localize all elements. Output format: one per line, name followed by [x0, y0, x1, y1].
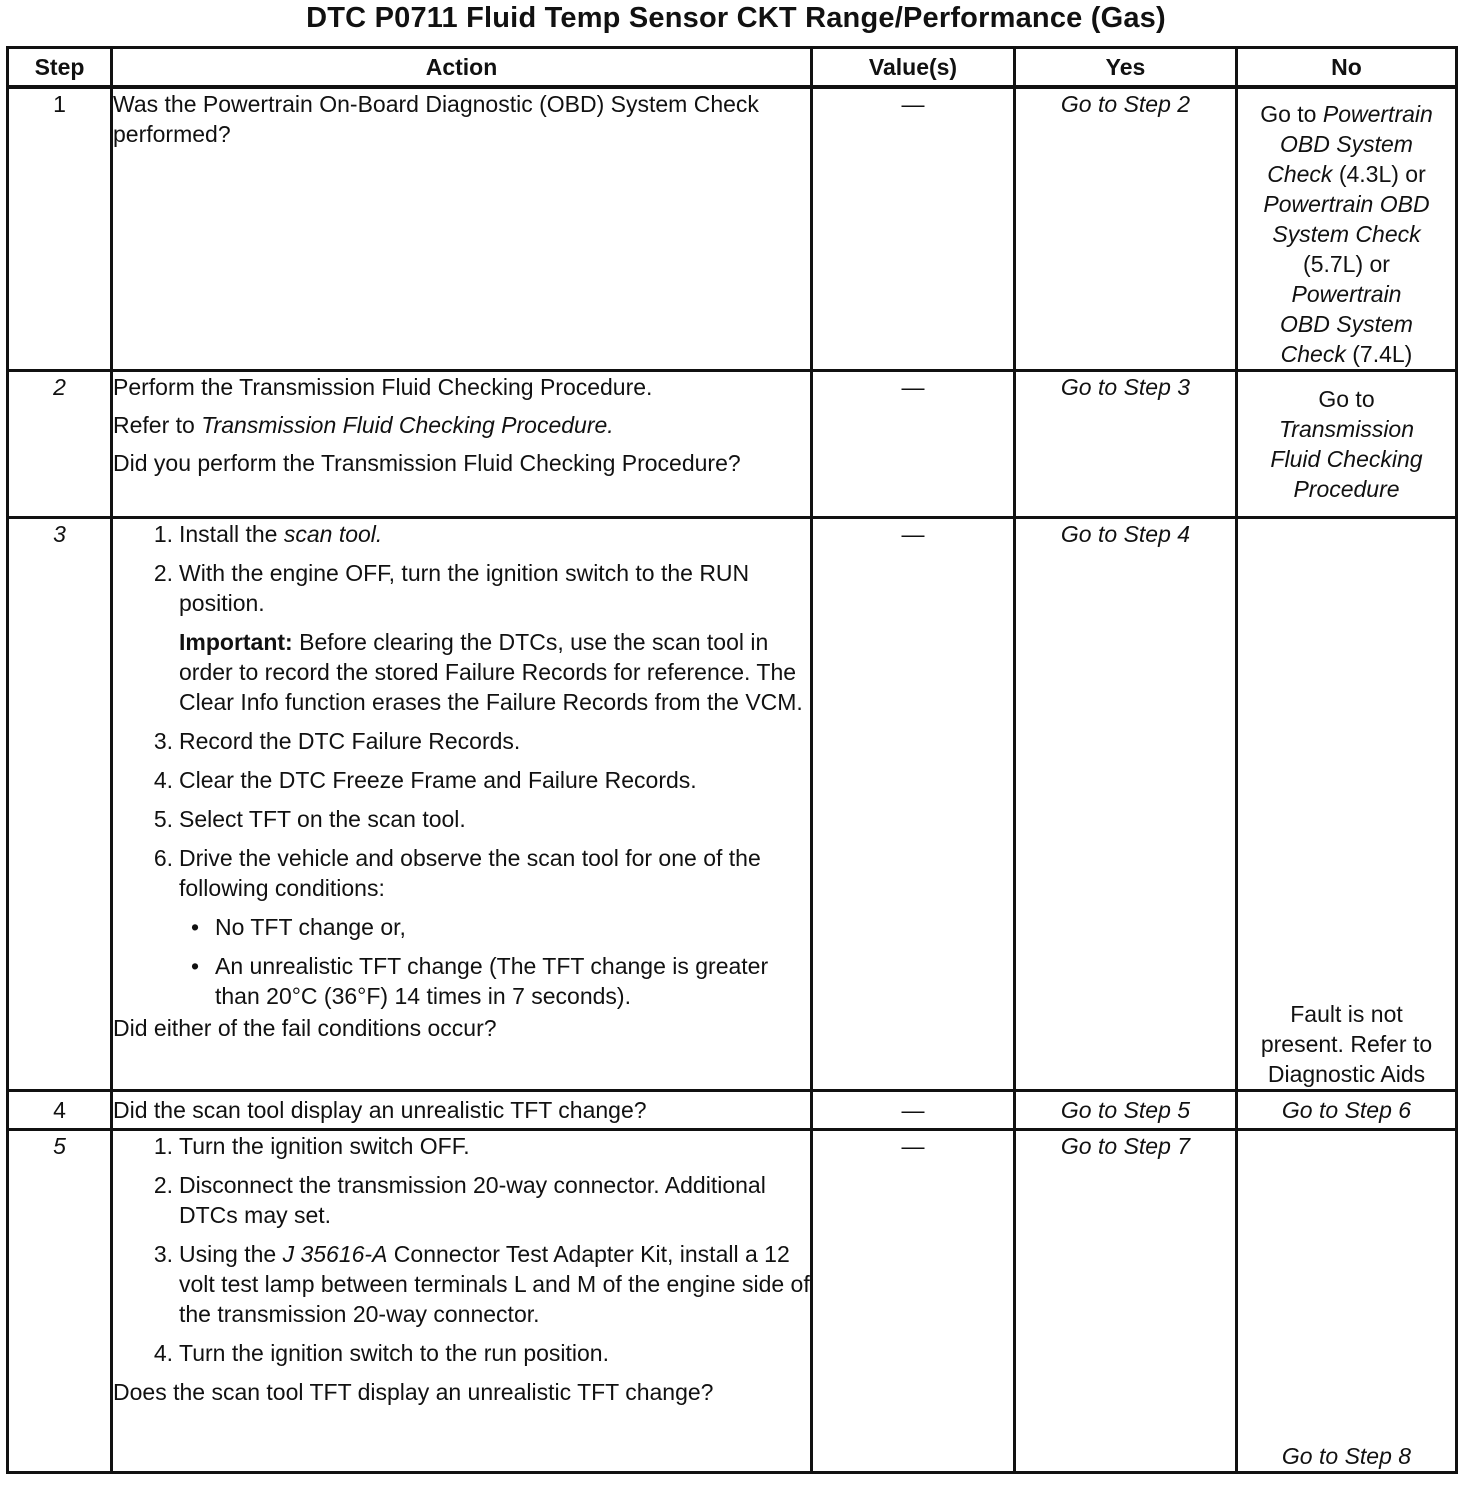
header-row	[8, 48, 1457, 88]
action-steps	[113, 726, 810, 903]
no-text: Transmission	[1278, 416, 1415, 442]
no-text: present. Refer to	[1260, 1031, 1433, 1057]
action-question: Does the scan tool TFT display an unrealistic TFT change?	[113, 1379, 714, 1405]
step-number: 2	[8, 371, 112, 518]
action-text: Perform the Transmission Fluid Checking Procedure.	[113, 374, 653, 400]
values-cell: —	[812, 87, 1015, 371]
no-cell: Go to Step 6	[1237, 1091, 1457, 1130]
action-steps	[113, 519, 810, 618]
action-question: Did either of the fail conditions occur?	[113, 1015, 497, 1041]
yes-cell: Go to Step 4	[1015, 518, 1237, 1091]
action-text: Refer to	[113, 412, 202, 438]
yes-cell: Go to Step 3	[1015, 371, 1237, 518]
list-item: 5. Select TFT on the scan tool.	[153, 806, 466, 832]
important-note: Important: Before clearing the DTCs, use the scan tool in order to record the stored Failure Records for reference. The Clear Info function erases the Failure Records from the VCM.	[179, 629, 803, 715]
list-item: • An unrealistic TFT change (The TFT change is greater than 20°C (36°F) 14 times in 7 seconds).	[191, 953, 769, 1009]
list-item: 1. Turn the ignition switch OFF.	[153, 1133, 470, 1159]
yes-cell: Go to Step 2	[1015, 87, 1237, 371]
no-text: OBD System	[1280, 311, 1413, 337]
values-cell: —	[812, 371, 1015, 518]
header-values: Value(s)	[812, 48, 1015, 88]
no-text: Powertrain OBD	[1263, 191, 1430, 217]
step-number: 1	[8, 87, 112, 371]
no-text: Procedure	[1293, 476, 1400, 502]
no-text: (5.7L) or	[1303, 251, 1390, 277]
action-question: Did you perform the Transmission Fluid Checking Procedure?	[113, 450, 741, 476]
step-number: 3	[8, 518, 112, 1091]
table-row	[8, 1091, 1457, 1130]
header-yes: Yes	[1015, 48, 1237, 88]
step-number: 5	[8, 1130, 112, 1473]
page-title: DTC P0711 Fluid Temp Sensor CKT Range/Performance (Gas)	[306, 2, 1166, 34]
action-cell	[112, 371, 812, 518]
header-action: Action	[112, 48, 812, 88]
no-text: (7.4L)	[1345, 341, 1413, 367]
no-cell: Go to Step 8	[1237, 1130, 1457, 1473]
header-step: Step	[8, 48, 112, 88]
action-text: Was the Powertrain On-Board Diagnostic (OBD) System Check performed?	[113, 91, 759, 147]
table-row	[8, 1130, 1457, 1473]
table-row	[8, 518, 1457, 1091]
values-cell: —	[812, 518, 1015, 1091]
diagnostic-table	[6, 46, 1458, 1474]
no-text: Check	[1267, 161, 1333, 187]
no-text: Fault is not	[1290, 1001, 1403, 1027]
condition-list	[113, 912, 810, 1011]
action-cell	[112, 87, 812, 371]
no-text: System Check	[1272, 221, 1421, 247]
yes-cell: Go to Step 5	[1015, 1091, 1237, 1130]
list-item: 2. Disconnect the transmission 20-way connector. Additional DTCs may set.	[153, 1172, 766, 1228]
no-text: Fluid Checking	[1270, 446, 1423, 472]
list-item: 3. Record the DTC Failure Records.	[153, 728, 521, 754]
action-cell	[112, 518, 812, 1091]
list-item: 4. Clear the DTC Freeze Frame and Failure Records.	[153, 767, 697, 793]
header-no: No	[1237, 48, 1457, 88]
no-cell	[1237, 87, 1457, 371]
values-cell: —	[812, 1130, 1015, 1473]
no-text: Go to	[1318, 386, 1375, 412]
step-number: 4	[8, 1091, 112, 1130]
action-cell	[112, 1130, 812, 1473]
list-item: 3. Using the J 35616-A Connector Test Adapter Kit, install a 12 volt test lamp between terminals L and M of the engine side of the transmission 20-way connector.	[153, 1241, 810, 1327]
list-item: 4. Turn the ignition switch to the run position.	[153, 1340, 609, 1366]
yes-cell: Go to Step 7	[1015, 1130, 1237, 1473]
no-text: Go to	[1260, 101, 1323, 127]
bullet-icon: •	[191, 953, 200, 979]
no-text: Powertrain	[1322, 101, 1433, 127]
table-row	[8, 371, 1457, 518]
no-text: Diagnostic Aids	[1267, 1061, 1426, 1087]
action-question: Did the scan tool display an unrealistic TFT change?	[112, 1091, 812, 1130]
list-item: 1. Install the scan tool.	[153, 521, 383, 547]
values-cell: —	[812, 1091, 1015, 1130]
action-steps	[113, 1131, 810, 1368]
list-item: • No TFT change or,	[191, 914, 406, 940]
bullet-icon: •	[191, 914, 200, 940]
list-item: 2. With the engine OFF, turn the ignition switch to the RUN position.	[153, 560, 750, 616]
action-link-text: Transmission Fluid Checking Procedure.	[201, 412, 614, 438]
no-text: Check	[1280, 341, 1346, 367]
no-text: Powertrain	[1291, 281, 1402, 307]
table-row	[8, 87, 1457, 371]
no-text: (4.3L) or	[1332, 161, 1426, 187]
no-text: OBD System	[1280, 131, 1413, 157]
no-cell	[1237, 371, 1457, 518]
no-cell	[1237, 518, 1457, 1091]
list-item: 6. Drive the vehicle and observe the scan tool for one of the following conditions:	[153, 845, 761, 901]
